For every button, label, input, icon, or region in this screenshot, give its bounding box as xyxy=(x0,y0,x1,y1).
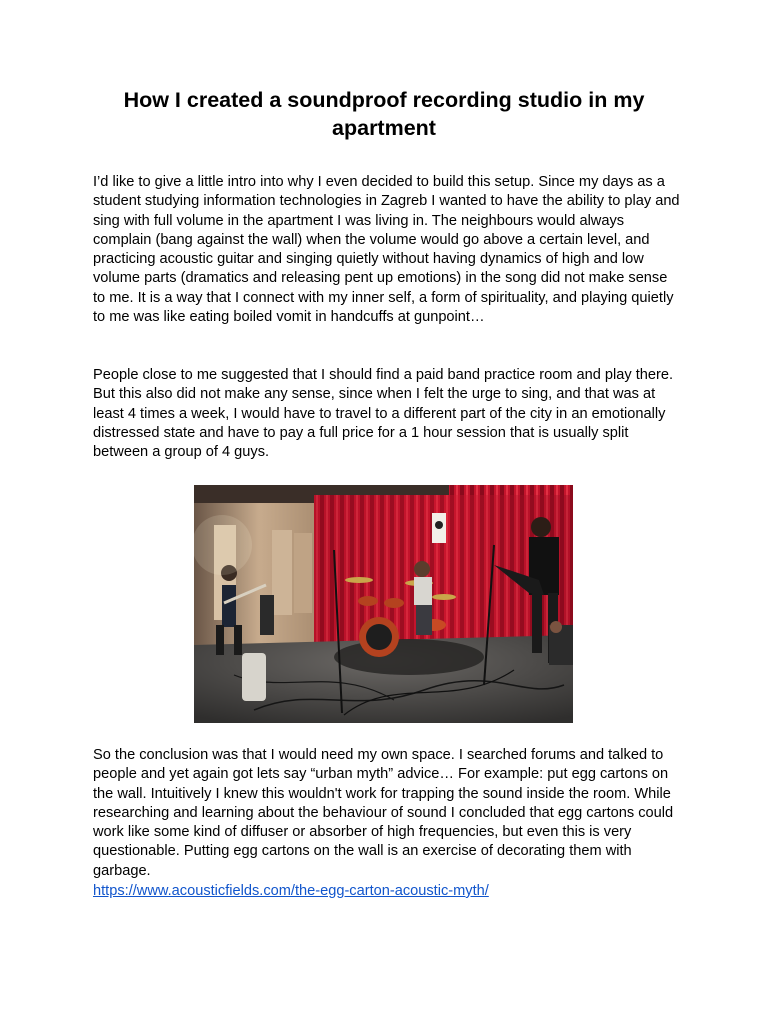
page-title: How I created a soundproof recording studio in my apartment xyxy=(123,88,645,140)
paragraph-intro: I’d like to give a little intro into why I even decided to build this setup. Since my days as a student studying information technologies in Zagreb I wanted to have the ability to play and sing with full volume in the apartment I was living in. The neighbours would always complain (bang against the wall) when the volume would go above a certain level, and practicing acoustic guitar and singing quietly without having dynamics of high and low volume parts (dramatics and releasing pent up emotions) in the song did not make sense to me. It is a way that I connect with my inner self, a form of spirituality, and playing quietly to me was like eating boiled vomit in handcuffs at gunpoint… xyxy=(93,174,680,326)
egg-carton-myth-link[interactable]: https://www.acousticfields.com/the-egg-carton-acoustic-myth/ xyxy=(93,883,489,899)
band-rehearsal-photo xyxy=(194,485,573,723)
paragraph-practice-room: People close to me suggested that I should find a paid band practice room and play there. But this also did not make any sense, since when I felt the urge to sing, and that was at least 4 times a week, I would have to travel to a different part of the city in an emotionally distressed state and have to pay a full price for a 1 hour session that is usually split between a group of 4 guys. xyxy=(93,367,674,461)
paragraph-conclusion: So the conclusion was that I would need my own space. I searched forums and talked to people and yet again got lets say “urban myth” advice… For example: put egg cartons on the wall. Intuitively I knew this wouldn't work for trapping the sound inside the room. While researching and learning about the behaviour of sound I concluded that egg cartons could work like some kind of diffuser or absorber of high frequencies, but even this is very questionable. Putting egg cartons on the wall is an exercise of decorating them with garbage. xyxy=(93,747,674,879)
